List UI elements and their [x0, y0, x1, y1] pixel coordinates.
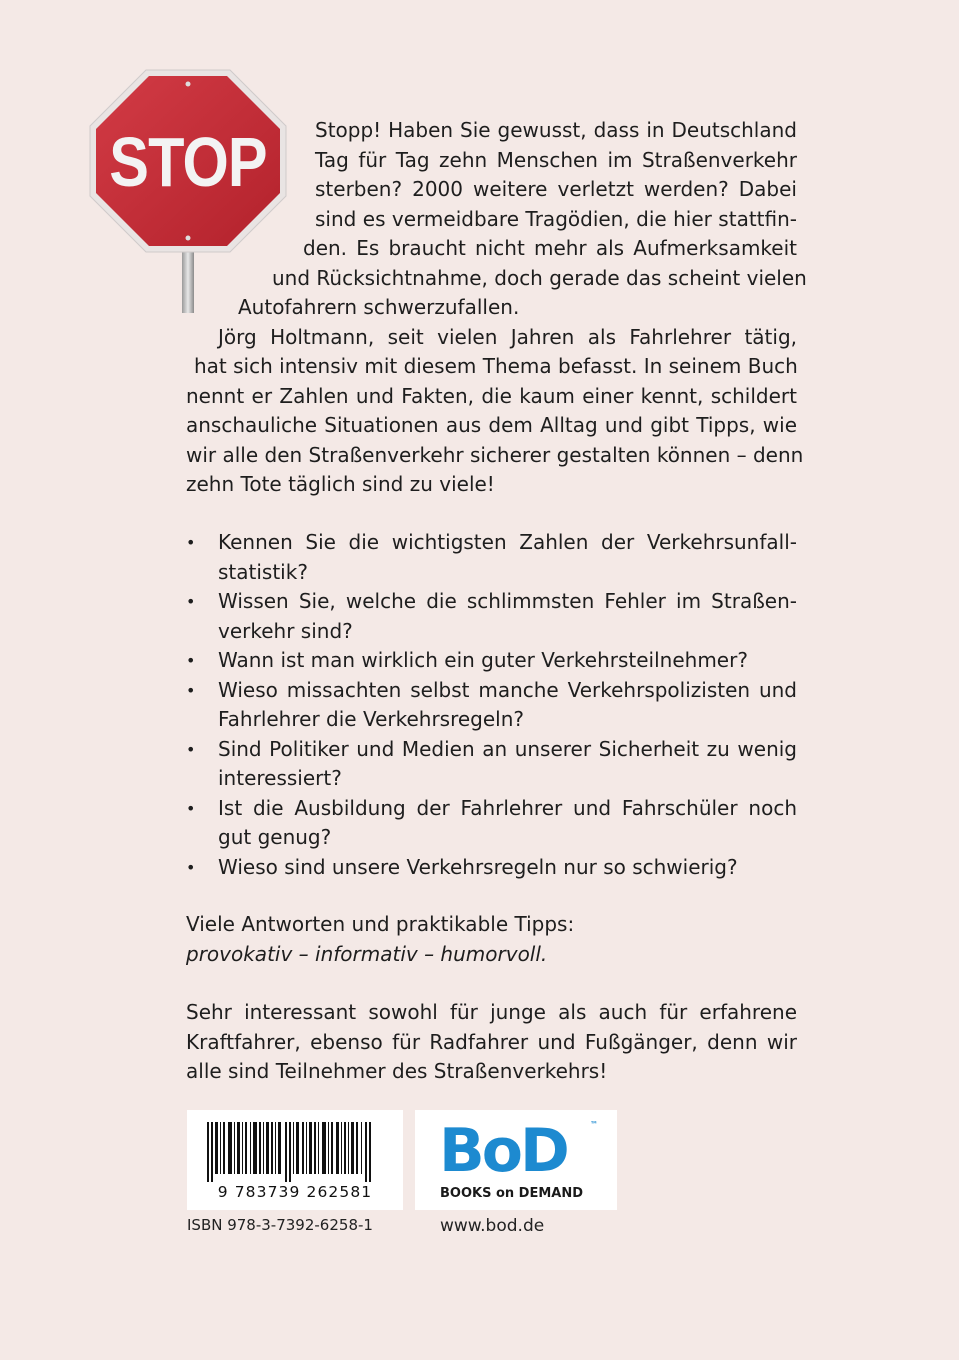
closing-line: alle sind Teilnehmer des Straßenverkehrs! [186, 1059, 608, 1083]
bullet-icon: • [186, 798, 196, 818]
intro-line: sterben? 2000 weitere verletzt werden? Dabei [315, 177, 797, 201]
bullet-icon: • [186, 651, 196, 670]
intro-line: Autofahrern schwerzufallen. [238, 295, 520, 319]
answers-tagline: provokativ – informativ – humorvoll. [186, 941, 548, 966]
stop-sign-icon [88, 68, 288, 318]
publisher-name: BOOKS on DEMAND [440, 1186, 584, 1201]
intro-line: Jörg Holtmann, seit vielen Jahren als Fahrlehrer tätig, [218, 324, 797, 349]
list-item: statistik? [218, 559, 308, 584]
list-item: verkehr sind? [218, 618, 353, 643]
barcode-digits: 9 783739 262581 [217, 1183, 373, 1201]
intro-line: sind es vermeidbare Tragödien, die hier stattfin- [315, 206, 797, 231]
intro-line: wir alle den Straßenverkehr sicherer gestalten können – denn [186, 442, 804, 467]
bullet-icon: • [186, 680, 196, 700]
list-item: Wissen Sie, welche die schlimmsten Fehler im Straßen- [218, 589, 797, 613]
barcode-bars [205, 1122, 385, 1182]
answers-heading: Viele Antworten und praktikable Tipps: [186, 912, 575, 936]
publisher-url: www.bod.de [440, 1216, 545, 1236]
barcode [187, 1110, 403, 1210]
intro-line: Tag für Tag zehn Menschen im Straßenverkehr [315, 147, 797, 172]
intro-line: zehn Tote täglich sind zu viele! [186, 472, 495, 496]
list-item: Wieso sind unsere Verkehrsregeln nur so schwierig? [218, 854, 738, 879]
bullet-icon: • [186, 533, 196, 552]
list-item: Kennen Sie die wichtigsten Zahlen der Verkehrsunfall- [218, 530, 797, 554]
bullet-icon: • [186, 739, 196, 759]
intro-line: und Rücksichtnahme, doch gerade das scheint vielen [272, 265, 807, 290]
publisher-logo [415, 1110, 617, 1210]
bod-logo-text: BoD [439, 1116, 567, 1186]
list-item: Wieso missachten selbst manche Verkehrspolizisten und [218, 677, 797, 702]
trademark-symbol: ™ [590, 1120, 598, 1129]
intro-line: nennt er Zahlen und Fakten, die kaum einer kennt, schildert [186, 383, 797, 408]
intro-line: hat sich intensiv mit diesem Thema befasst. In seinem Buch [194, 354, 798, 378]
intro-line: anschauliche Situationen aus dem Alltag und gibt Tipps, wie [186, 413, 797, 437]
closing-line: Sehr interessant sowohl für junge als auch für erfahrene [186, 1000, 797, 1024]
list-item: Sind Politiker und Medien an unserer Sicherheit zu wenig [218, 736, 797, 761]
isbn-number: ISBN 978-3-7392-6258-1 [187, 1216, 373, 1234]
bullet-icon: • [186, 857, 196, 877]
stop-sign-label: STOP [109, 122, 267, 202]
intro-line: Stopp! Haben Sie gewusst, dass in Deutschland [315, 118, 797, 142]
list-item: Ist die Ausbildung der Fahrlehrer und Fahrschüler noch [218, 795, 797, 820]
list-item: gut genug? [218, 825, 332, 849]
intro-line: den. Es braucht nicht mehr als Aufmerksamkeit [303, 236, 797, 260]
list-item: Fahrlehrer die Verkehrsregeln? [218, 707, 525, 731]
bullet-icon: • [186, 592, 196, 611]
list-item: interessiert? [218, 766, 342, 790]
list-item: Wann ist man wirklich ein guter Verkehrsteilnehmer? [218, 648, 748, 672]
closing-line: Kraftfahrer, ebenso für Radfahrer und Fußgänger, denn wir [186, 1029, 797, 1054]
